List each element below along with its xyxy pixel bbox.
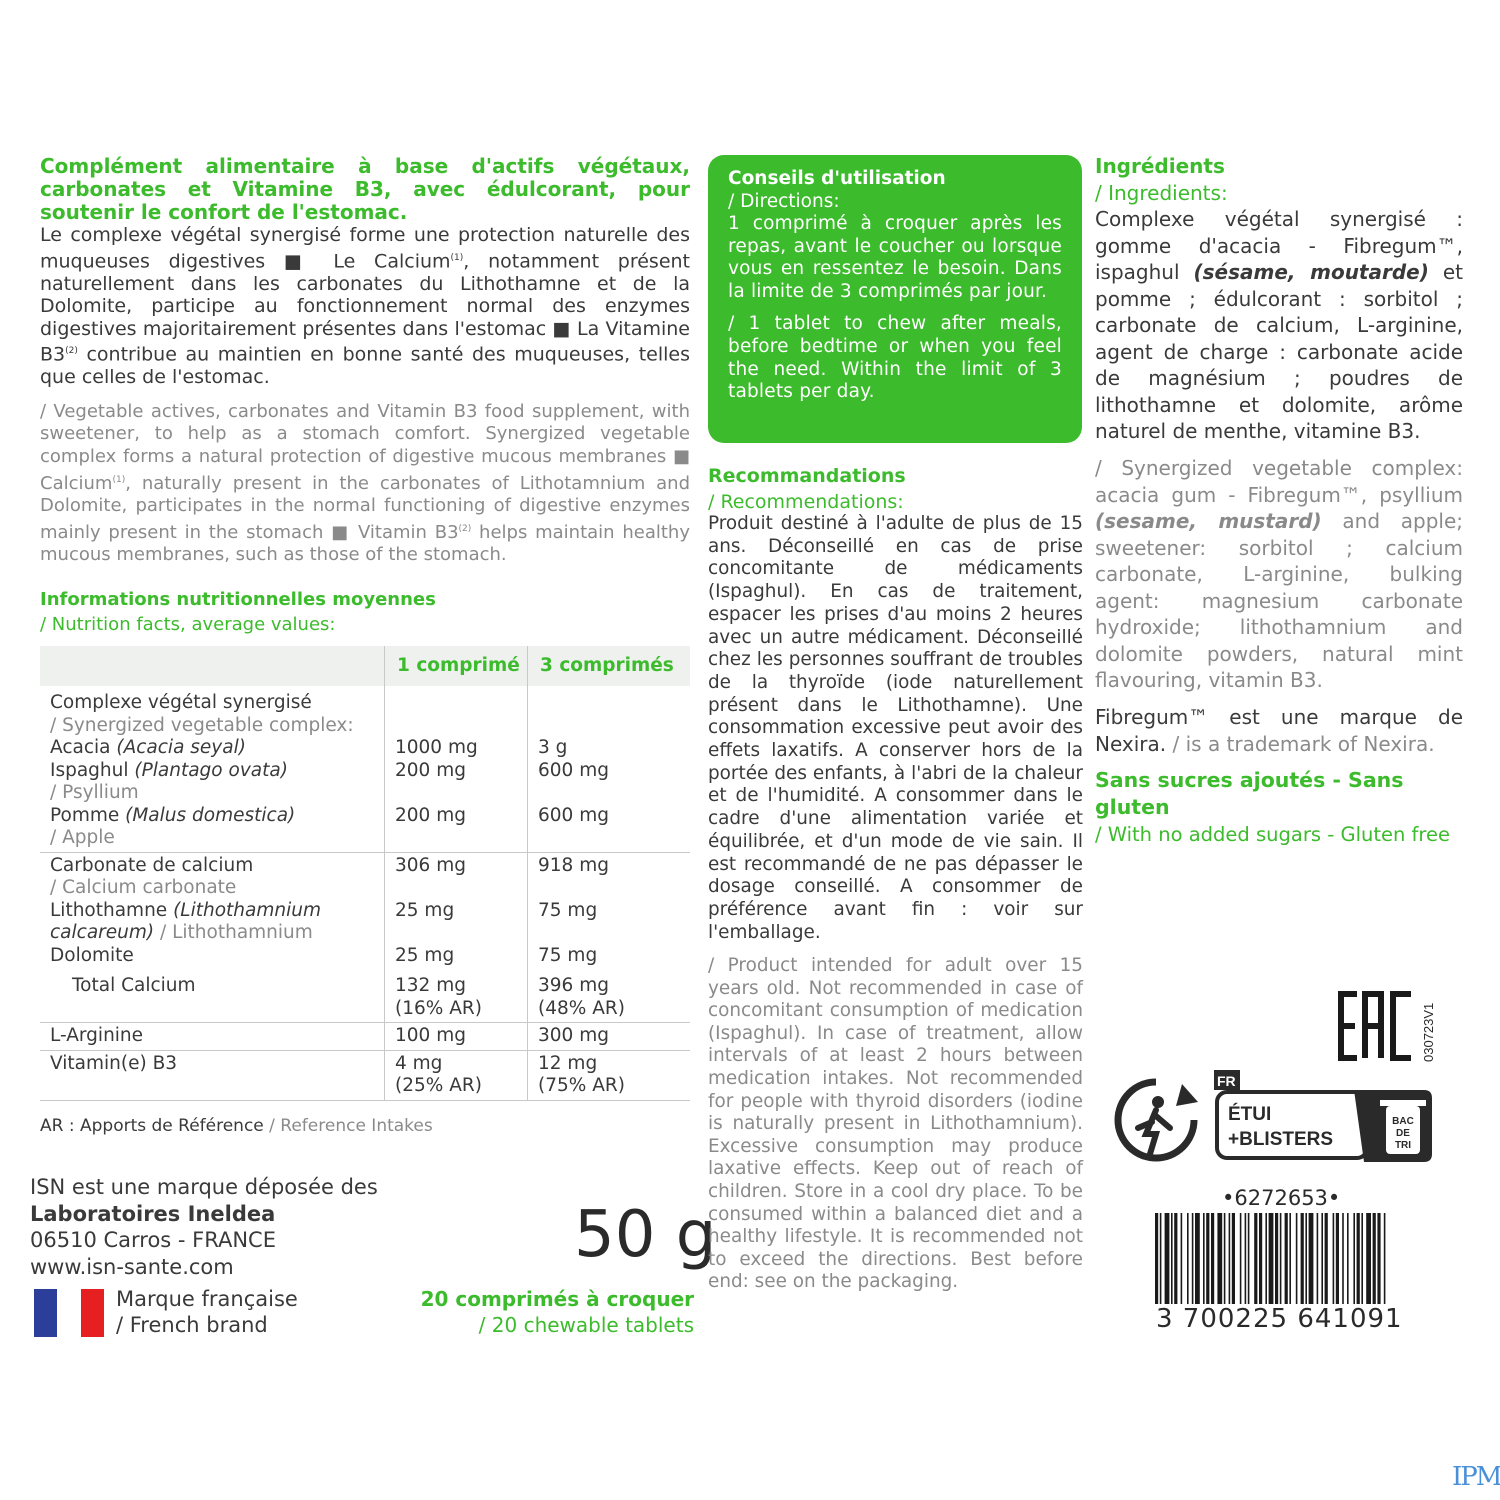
bullet: ■	[331, 521, 351, 543]
net-weight: 50 g	[574, 1198, 717, 1272]
directions-en: / 1 tablet to chew after meals, before bedtime or when you feel the need. Within the limit of 3 tablets per day.	[728, 313, 1062, 403]
cell-value: 75 mg	[538, 944, 598, 966]
directions-fr: 1 comprimé à croquer après les repas, avant le coucher ou lorsque vous en ressentez le besoin. Dans la limite de 3 comprimés par jour.	[728, 213, 1062, 302]
watermark: IPM	[1452, 1462, 1500, 1492]
row-label: Complexe végétal synergisé	[50, 692, 312, 713]
reference-intakes-note: AR : Apports de Référence / Reference Intakes	[40, 1116, 433, 1136]
cell-value: 75 mg	[538, 899, 598, 921]
row-label-en: / Apple	[50, 827, 115, 848]
trademark-note: Fibregum™ est une marque de Nexira. / is a trademark of Nexira.	[1095, 705, 1463, 756]
recycling-icon	[1112, 1076, 1200, 1164]
svg-text:ÉTUI: ÉTUI	[1228, 1104, 1272, 1125]
tablet-count-en: / 20 chewable tablets	[478, 1313, 694, 1337]
french-flag-icon	[34, 1289, 104, 1337]
cell-value: 306 mg	[395, 854, 466, 876]
table-row	[40, 1023, 690, 1051]
brand-en: / French brand	[116, 1313, 268, 1337]
table-row	[40, 686, 690, 852]
cell-value: 600 mg	[538, 804, 609, 826]
directions-title: Conseils d'utilisation	[728, 168, 946, 189]
bullet: ■	[552, 317, 571, 340]
row-label: Dolomite	[50, 944, 134, 966]
row-label: Lithothamne (Lithothamnium calcareum) / Lithothamnium	[50, 899, 321, 943]
cell-value: 1000 mg	[395, 737, 478, 758]
nutrition-heading	[40, 587, 690, 637]
row-label: Acacia (Acacia seyal)	[50, 737, 246, 758]
ingredients-subtitle: / Ingredients:	[1095, 181, 1228, 205]
cell-value: 4 mg	[395, 1052, 443, 1074]
ingredients-heading	[1095, 153, 1228, 207]
directions-subtitle: / Directions:	[728, 191, 840, 212]
cell-value: 132 mg	[395, 975, 466, 996]
svg-text:+BLISTERS: +BLISTERS	[1228, 1129, 1334, 1150]
row-label: Vitamin(e) B3	[40, 1050, 385, 1100]
company-name: Laboratoires Ineldea	[30, 1201, 276, 1226]
claims-en: / With no added sugars - Gluten free	[1095, 823, 1450, 846]
ingredients-fr: Complexe végétal synergisé : gomme d'acacia - Fibregum™, ispaghul (sésame, moutarde) et pomme ; édulcorant : sorbitol ; carbonate de calcium, L-arginine, agent de charge : carbonate acide de magnésium ; poudres de lithothamne et dolomite, arôme naturel de menthe, vitamine B3.	[1095, 207, 1463, 443]
bullet: ■	[283, 249, 315, 272]
row-label-en: / Calcium carbonate	[50, 877, 237, 898]
sorting-info-icon	[1214, 1070, 1436, 1164]
row-label: Ispaghul (Plantago ovata)	[50, 759, 288, 781]
row-label-en: / Psyllium	[50, 782, 139, 803]
intro-title: Complément alimentaire à base d'actifs végétaux, carbonates et Vitamine B3, avec édulcorant, pour soutenir le confort de l'estomac.	[40, 154, 690, 224]
recommendations-subtitle: / Recommendations:	[708, 491, 904, 513]
cell-value: 200 mg	[395, 804, 466, 826]
row-label: Pomme (Malus domestica)	[50, 804, 296, 826]
recommendations-title: Recommandations	[708, 465, 906, 487]
svg-text:030723V1: 030723V1	[1421, 1002, 1436, 1062]
barcode-number: 3 700225 641091	[1156, 1304, 1403, 1334]
cell-value: 300 mg	[528, 1023, 691, 1051]
company-info	[30, 1174, 378, 1280]
eac-mark-icon	[1335, 990, 1415, 1062]
nutrition-title: Informations nutritionnelles moyennes	[40, 589, 436, 610]
cell-value: 600 mg	[538, 759, 609, 781]
cell-value: (25% AR)	[395, 1075, 482, 1096]
svg-text:DE: DE	[1396, 1128, 1410, 1139]
brand-origin	[116, 1286, 298, 1338]
cell-value: (16% AR)	[395, 997, 482, 1019]
svg-text:TRI: TRI	[1394, 1140, 1412, 1151]
recommendations-fr: Produit destiné à l'adulte de plus de 15 ans. Déconseillé en cas de prise concomitante de médicaments (Ispaghul). En cas de traitement, espacer les prises d'au moins 2 heures avec un autre médicament. Déconseillé chez les personnes souffrant de troubles de la thyroïde (iode naturellement présent dans le Lithothamne). Une consommation excessive peut avoir des effets laxatifs. A conserver hors de la portée des enfants, à l'abri de la chaleur et de l'humidité. A consommer dans le cadre d'une alimentation variée et équilibrée, et d'un mode de vie sain. Il est recommandé de ne pas dépasser le dosage conseillé. A consommer de préférence avant fin : voir sur l'emballage.	[708, 513, 1083, 943]
ingredients-title: Ingrédients	[1095, 154, 1225, 178]
recommendations-en: / Product intended for adult over 15 years old. Not recommended in case of concomitant consumption of medication (Ispaghul). In case of treatment, allow intervals of at least 2 hours between medication intakes. Not recommended for people with thyroid disorders (iodine is naturally present in Lithothamnium). Excessive consumption may produce laxative effects. Keep out of reach of children. Store in a cool dry place. To be consumed within a balanced diet and a healthy lifestyle. It is recommended not to exceed the directions. Best before end: see on the packaging.	[708, 955, 1083, 1293]
cell-value: 100 mg	[385, 1023, 528, 1051]
table-row	[40, 1050, 690, 1100]
table-header-row	[40, 646, 690, 686]
intro-french: Le complexe végétal synergisé forme une protection naturelle des muqueuses digestives ■ Le Calcium$^{(1)}$, notamment présent naturellement dans les carbonates du Lithothamne et de la Dolomite, participe au fonctionnement normal des enzymes digestives majoritairement présentes dans l'estomac ■ La Vitamine B3$^{(2)}$ contribue au maintien en bonne santé des muqueuses, telles que celles de l'estomac.	[40, 224, 691, 389]
bullet: ■	[672, 446, 690, 467]
intro-block	[40, 155, 690, 567]
cell-value: 12 mg	[538, 1052, 598, 1074]
row-label: L-Arginine	[40, 1023, 385, 1051]
table-row	[40, 852, 690, 1023]
recommendations-heading	[708, 463, 1088, 515]
table-header: 3 comprimés	[528, 646, 691, 686]
table-header: 1 comprimé	[385, 646, 528, 686]
cell-value: 25 mg	[395, 944, 455, 966]
cell-value: 25 mg	[395, 899, 455, 921]
product-code: •6272653•	[1222, 1186, 1341, 1210]
company-website: www.isn-sante.com	[30, 1254, 234, 1279]
cell-value: 396 mg	[538, 975, 609, 996]
claims-fr: Sans sucres ajoutés - Sans gluten	[1095, 768, 1404, 819]
intro-english: / Vegetable actives, carbonates and Vitamin B3 food supplement, with sweetener, to help as a stomach comfort. Synergized vegetable complex forms a natural protection of digestive mucous membranes ■ Calcium$^{(1)}$, naturally present in the carbonates of Lithotamnium and Dolomite, participates in the normal functioning of digestive enzymes mainly present in the stomach ■ Vitamin B3$^{(2)}$ helps maintain healthy mucous membranes, such as those of the stomach.	[40, 400, 690, 566]
svg-text:BAC: BAC	[1392, 1116, 1414, 1127]
cell-value: 200 mg	[395, 759, 466, 781]
table-header	[40, 646, 385, 686]
company-line: ISN est une marque déposée des	[30, 1175, 378, 1199]
svg-text:FR: FR	[1217, 1073, 1236, 1089]
claims	[1095, 767, 1475, 848]
cell-value: (48% AR)	[538, 997, 625, 1019]
cell-value: 3 g	[538, 737, 568, 758]
brand-fr: Marque française	[116, 1287, 298, 1311]
nutrition-subtitle: / Nutrition facts, average values:	[40, 614, 336, 635]
directions-box	[708, 155, 1082, 443]
nutrition-table	[40, 646, 690, 1101]
eac-code	[1418, 990, 1438, 1062]
row-label-en: / Synergized vegetable complex:	[50, 714, 354, 736]
company-address: 06510 Carros - FRANCE	[30, 1228, 276, 1252]
tablet-count	[400, 1286, 694, 1338]
cell-value: (75% AR)	[538, 1075, 625, 1096]
ingredients-en: / Synergized vegetable complex: acacia gum - Fibregum™, psyllium (sesame, mustard) and apple; sweetener: sorbitol ; calcium carbonate, L-arginine, bulking agent: magnesium carbonate hydroxide; lithothamnium and dolomite powders, natural mint flavouring, vitamin B3.	[1095, 456, 1463, 692]
row-label: Carbonate de calcium	[50, 854, 254, 876]
row-label: Total Calcium	[72, 975, 196, 996]
cell-value: 918 mg	[538, 854, 609, 876]
tablet-count-fr: 20 comprimés à croquer	[420, 1287, 694, 1311]
